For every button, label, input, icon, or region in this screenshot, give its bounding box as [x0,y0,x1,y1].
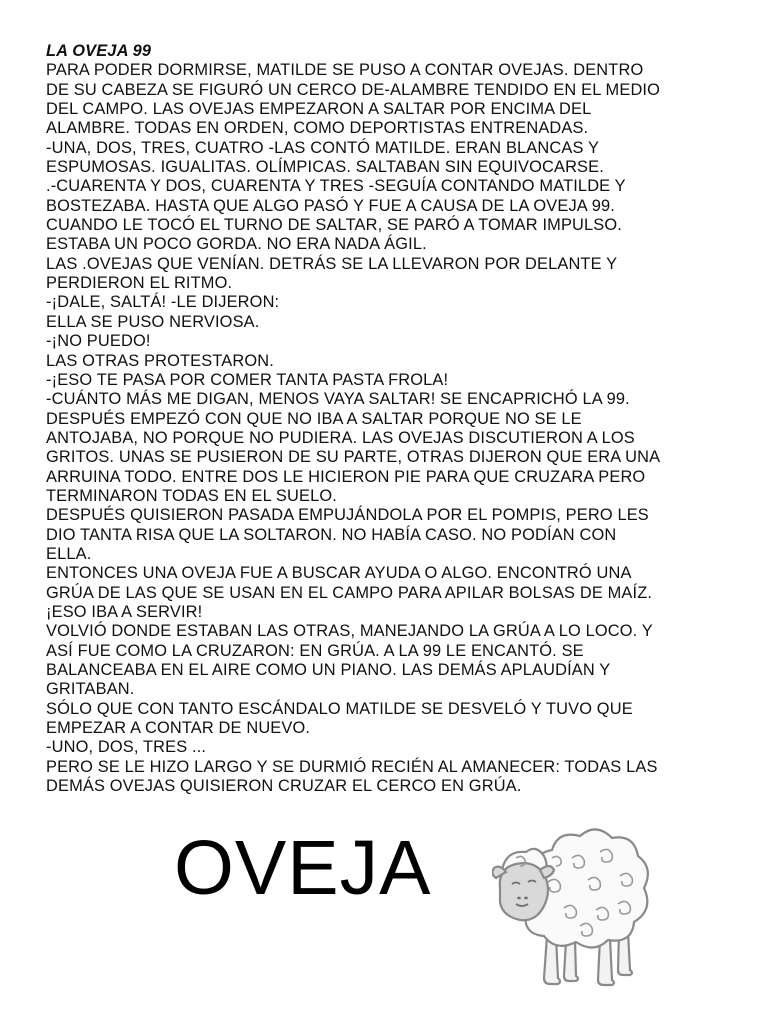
story-line: -UNA, DOS, TRES, CUATRO -LAS CONTÓ MATILDE. ERAN BLANCAS Y [46,138,600,157]
story-line: -¡DALE, SALTÁ! -LE DIJERON: [46,293,280,312]
story-line: PARA PODER DORMIRSE, MATILDE SE PUSO A CONTAR OVEJAS. DENTRO [46,61,644,80]
story-line: BALANCEABA EN EL AIRE COMO UN PIANO. LAS DEMÁS APLAUDÍAN Y [46,661,611,679]
story-line: DIO TANTA RISA QUE LA SOLTARON. NO HABÍA CASO. NO PODÍAN CON [46,525,617,544]
story-line: ESPUMOSAS. IGUALITAS. OLÍMPICAS. SALTABAN SIN EQUIVOCARSE. [46,158,604,177]
story-document [46,42,736,796]
story-line: VOLVIÓ DONDE ESTABAN LAS OTRAS, MANEJANDO LA GRÚA A LO LOCO. Y [46,622,653,641]
story-line: ENTONCES UNA OVEJA FUE A BUSCAR AYUDA O ALGO. ENCONTRÓ UNA [46,564,632,583]
sheep-icon [492,818,654,988]
story-line: ASÍ FUE COMO LA CRUZARON: EN GRÚA. A LA 99 LE ENCANTÓ. SE [46,641,584,660]
story-line: BOSTEZABA. HASTA QUE ALGO PASÓ Y FUE A CAUSA DE LA OVEJA 99. [46,196,615,215]
story-line: EMPEZAR A CONTAR DE NUEVO. [46,719,311,738]
story-line: ANTOJABA, NO PORQUE NO PUDIERA. LAS OVEJAS DISCUTIERON A LOS [46,428,635,447]
story-line: -CUÁNTO MÁS ME DIGAN, MENOS VAYA SALTAR! SE ENCAPRICHÓ LA 99. [46,390,630,409]
story-line: ARRUINA TODO. ENTRE DOS LE HICIERON PIE PARA QUE CRUZARA PERO [46,467,646,486]
story-line: SÓLO QUE CON TANTO ESCÁNDALO MATILDE SE DESVELÓ Y TUVO QUE [46,699,633,718]
story-line: ALAMBRE. TODAS EN ORDEN, COMO DEPORTISTAS ENTRENADAS. [46,119,589,138]
story-line: DE SU CABEZA SE FIGURÓ UN CERCO DE-ALAMBRE TENDIDO EN EL MEDIO [46,80,661,99]
story-line: GRITOS. UNAS SE PUSIERON DE SU PARTE, OTRAS DIJERON QUE ERA UNA [46,448,661,467]
story-line: ESTABA UN POCO GORDA. NO ERA NADA ÁGIL. [46,235,427,254]
story-line: DEL CAMPO. LAS OVEJAS EMPEZARON A SALTAR POR ENCIMA DEL [46,100,592,119]
word-label: OVEJA [174,825,432,911]
story-line: PERDIERON EL RITMO. [46,274,233,293]
story-line: -¡ESO TE PASA POR COMER TANTA PASTA FROLA! [46,370,449,389]
story-line: -¡NO PUEDO! [46,332,151,351]
story-line: DESPUÉS EMPEZÓ CON QUE NO IBA A SALTAR PORQUE NO SE LE [46,409,582,428]
story-line: ELLA SE PUSO NERVIOSA. [46,312,260,331]
story-line: .-CUARENTA Y DOS, CUARENTA Y TRES -SEGUÍA CONTANDO MATILDE Y [46,177,626,196]
story-line: LAS OTRAS PROTESTARON. [46,351,274,370]
story-line: GRÚA DE LAS QUE SE USAN EN EL CAMPO PARA APILAR BOLSAS DE MAÍZ. [46,583,653,602]
story-body [46,61,736,796]
story-line: ELLA. [46,544,92,563]
story-line: -UNO, DOS, TRES ... [46,738,207,757]
story-line: CUANDO LE TOCÓ EL TURNO DE SALTAR, SE PARÓ A TOMAR IMPULSO. [46,216,622,235]
story-line: TERMINARON TODAS EN EL SUELO. [46,486,337,505]
story-line: PERO SE LE HIZO LARGO Y SE DURMIÓ RECIÉN AL AMANECER: TODAS LAS [46,757,658,776]
story-title: LA OVEJA 99 [46,42,152,60]
story-line: DEMÁS OVEJAS QUISIERON CRUZAR EL CERCO EN GRÚA. [46,777,522,796]
story-line: DESPUÉS QUISIERON PASADA EMPUJÁNDOLA POR EL POMPIS, PERO LES [46,506,649,525]
story-line: LAS .OVEJAS QUE VENÍAN. DETRÁS SE LA LLEVARON POR DELANTE Y [46,254,618,273]
story-line: GRITABAN. [46,680,135,699]
story-line: ¡ESO IBA A SERVIR! [46,602,203,621]
